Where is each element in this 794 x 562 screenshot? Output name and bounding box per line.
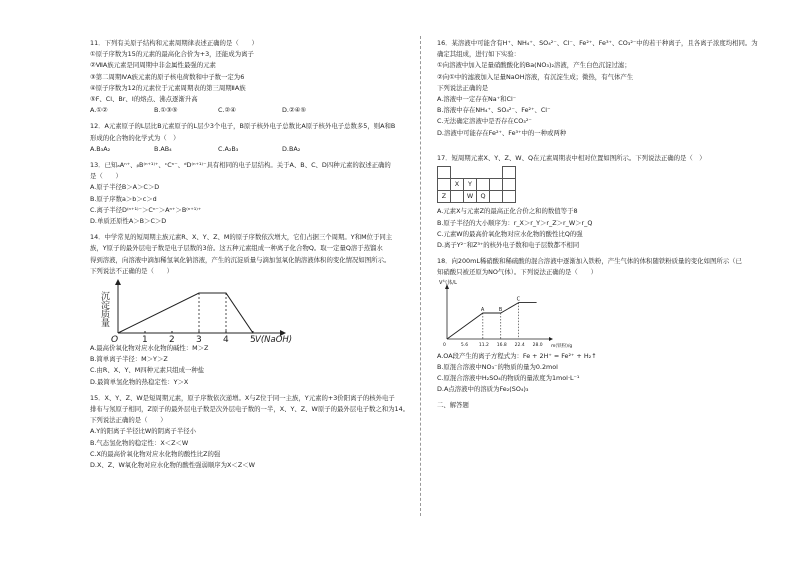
- question-18: [437, 256, 772, 395]
- q14-x-tick-label: 1: [142, 335, 148, 344]
- q16-option-d: D.溶液中可能存在Fe²⁺、Fe³⁺中的一种或两种: [437, 128, 567, 137]
- q11-line: ⑤F、Cl、Br、I的熔点、沸点逐渐升高: [90, 95, 198, 104]
- pt-cell: X: [451, 179, 464, 191]
- q14-option-b: B.简单离子半径：M＞Y＞Z: [90, 355, 168, 364]
- question-11: [90, 38, 420, 116]
- question-15: [90, 393, 420, 471]
- q18-x-tick-label: 0: [443, 342, 446, 348]
- q18-option-b: B.原混合溶液中NO₃⁻的物质的量为0.2mol: [437, 362, 558, 371]
- q18-point-label: B: [498, 306, 503, 313]
- q15-option-c: C.X的最高价氧化物对应水化物的酸性比Z的强: [90, 449, 221, 458]
- q15-option-d: D.X、Z、W氧化物对应水化物的酸性强弱顺序为X＜Z＜W: [90, 461, 255, 470]
- q18-line: 18．向200mL稀硝酸和稀硫酸的混合溶液中逐渐加入铁粉，产生气体的体积随铁粉质量的变化如图所示（已: [437, 257, 742, 266]
- q12-line: 形成的化合物的化学式为（ ）: [90, 133, 180, 142]
- q12-line: 12．A元素原子的L层比B元素原子的L层少3个电子，B原子核外电子总数比A原子核外电子总数多5，则A和B: [90, 122, 396, 131]
- pt-cell: [438, 167, 451, 179]
- pt-cell: Z: [438, 191, 451, 203]
- q14-series-line: [118, 293, 253, 333]
- q13-option-b: B.原子序数a＞b＞c＞d: [90, 194, 157, 203]
- question-16: [437, 38, 772, 139]
- q18-x-tick-label: 16.8: [496, 342, 507, 348]
- q18-x-arrow: [549, 337, 553, 341]
- q12-option-b: B.AB₄: [154, 144, 172, 153]
- pt-cell: [503, 167, 516, 179]
- q18-option-c: C.原混合溶液中H₂SO₄的物质的量浓度为1mol·L⁻¹: [437, 374, 580, 383]
- q11-option-a: A.①②: [90, 106, 108, 115]
- pt-cell: Q: [477, 191, 490, 203]
- q11-line: ①原子序数为15的元素的最高化合价为+3，还能成为离子: [90, 50, 254, 59]
- q14-line: 14．中学常见的短周期主族元素R、X、Y、Z、M的原子序数依次增大，它们占据三个周期。Y和M位于同主: [90, 233, 393, 242]
- question-12: [90, 121, 420, 155]
- q14-line: 下列说法不正确的是（ ）: [90, 266, 174, 275]
- q18-series-line: [447, 302, 537, 338]
- q18-x-tick-label: 28.0: [532, 342, 543, 348]
- q14-x-tick-label: 4: [223, 335, 229, 344]
- q15-line: 15．X、Y、Z、W是短周期元素，原子序数依次递增。X与Z位于同一主族，Y元素的+3价阳离子的核外电子: [90, 393, 395, 402]
- q17-line: 17．短周期元素X、Y、Z、W、Q在元素周期表中相对位置如图所示。下列说法正确的是（ ）: [437, 153, 706, 162]
- q11-options: [90, 105, 420, 116]
- q14-x-label: V(NaOH): [255, 335, 293, 344]
- q14-option-c: C.由R、X、Y、M四种元素只组成一种盐: [90, 366, 205, 375]
- left-column: [90, 38, 420, 471]
- q18-option-d: D.A点溶液中的溶质为Fe₂(SO₄)₃: [437, 385, 529, 394]
- q12-options: [90, 144, 420, 155]
- q15-line: 排布与氖原子相同，Z原子的最外层电子数是次外层电子数的一半，X、Y、Z、W原子的最外层电子数之和为14。: [90, 405, 410, 414]
- q11-line: ④原子序数为12的元素位于元素周期表的第三周期ⅡA族: [90, 83, 246, 92]
- q18-point-label: C: [516, 296, 521, 303]
- pt-cell: [477, 167, 490, 179]
- q13-option-c: C.离子半径D⁽ⁿ⁺¹⁾⁻＞Cⁿ⁻＞Aⁿ⁺＞B⁽ⁿ⁺¹⁾⁺: [90, 205, 202, 214]
- q14-precipitate-chart: [90, 277, 300, 343]
- q14-x-tick-label: 5: [250, 335, 256, 344]
- q13-option-a: A.原子半径B＞A＞C＞D: [90, 183, 160, 192]
- right-column: [437, 38, 772, 412]
- q18-line: 知硝酸只被还原为NO气体）。下列说法正确的是（ ）: [437, 268, 597, 277]
- pt-cell: [503, 179, 516, 191]
- q16-option-a: A.溶液中一定存在Na⁺和Cl⁻: [437, 95, 517, 104]
- q18-x-tick-label: 5.6: [460, 342, 469, 348]
- q16-line: ①向溶液中加入足量硝酸酸化的Ba(NO₃)₂溶液，产生白色沉淀过滤；: [437, 61, 631, 70]
- q16-line: ②向①中的滤液加入足量NaOH溶液，有沉淀生成；微热，有气体产生: [437, 72, 634, 81]
- question-13: [90, 160, 420, 227]
- question-17: [437, 153, 772, 251]
- page-divider: [420, 36, 421, 516]
- q11-line: ③第二周期ⅣA族元素的原子核电荷数和中子数一定为6: [90, 72, 245, 81]
- q14-y-arrow: [115, 279, 121, 285]
- pt-cell: [438, 179, 451, 191]
- q18-gas-volume-chart: [437, 279, 597, 351]
- pt-cell: [490, 179, 503, 191]
- q16-option-b: B.溶液中存在NH₄⁺、SO₄²⁻、Fe²⁺、Cl⁻: [437, 106, 551, 115]
- q17-option-d: D.离子Y²⁻和Z³⁺的核外电子数和电子层数都不相同: [437, 241, 580, 250]
- q13-line: 13．已知ₐAⁿ⁺、ᵦB⁽ⁿ⁺¹⁾⁺、ᶜCⁿ⁻、ᵈD⁽ⁿ⁺¹⁾⁻具有相同的电子层结构。关于A、B、C、D四种元素的叙述正确的: [90, 161, 391, 170]
- q12-option-c: C.A₂B₃: [218, 144, 239, 153]
- q16-option-c: C.无法确定溶液中是否存在CO₃²⁻: [437, 117, 532, 126]
- pt-cell: [477, 179, 490, 191]
- q11-line: ②ⅦA族元素是同周期中非金属性最强的元素: [90, 61, 216, 70]
- q11-option-c: C.②④: [218, 106, 236, 115]
- q15-option-b: B.气态氢化物的稳定性：X＜Z＜W: [90, 438, 189, 447]
- question-14: [90, 232, 420, 388]
- pt-cell: [490, 167, 503, 179]
- q14-x-tick-label: O: [111, 335, 119, 344]
- q11-option-b: B.①③⑤: [154, 106, 178, 115]
- q18-point-label: A: [480, 306, 485, 313]
- q14-option-a: A.最高价氧化物对应水化物的碱性：M＞Z: [90, 344, 209, 353]
- q17-option-c: C.元素W的最高价氧化物对应水化物的酸性比Q的强: [437, 229, 583, 238]
- pt-cell: [490, 191, 503, 203]
- q14-line: 族，Y原子的最外层电子数是电子层数的3倍。这五种元素组成一种离子化合物Q。取一定量Q溶于蒸馏水: [90, 244, 383, 253]
- q11-option-d: D.②④⑤: [282, 106, 307, 115]
- q17-periodic-table: [437, 166, 516, 203]
- q16-line: 确定其组成，进行如下实验：: [437, 50, 521, 59]
- q11-stem: 11．下列有关原子结构和元素周期律表述正确的是（ ）: [90, 39, 258, 47]
- q18-y-label: V气体/L: [439, 279, 457, 286]
- q15-option-a: A.Y的阳离子半径比W的阴离子半径小: [90, 427, 196, 436]
- q13-option-d: D.单质还原性A＞B＞C＞D: [90, 217, 167, 226]
- q14-y-label: 沉淀质量: [99, 291, 109, 328]
- q17-option-b: B.原子半径的大小顺序为：r_X＞r_Y＞r_Z＞r_W＞r_Q: [437, 218, 593, 227]
- q14-line: 得到溶液，向溶液中滴加稀氢氧化钠溶液，产生的沉淀质量与滴加氢氧化钠溶液体积的变化情况如图所示。: [90, 255, 391, 264]
- pt-cell: Y: [464, 179, 477, 191]
- q17-option-a: A.元素X与元素Z的最高正化合价之和的数值等于8: [437, 207, 578, 216]
- q16-line: 下列说法正确的是: [437, 83, 489, 92]
- pt-cell: [451, 191, 464, 203]
- q18-x-tick-label: 22.4: [514, 342, 525, 348]
- pt-cell: [464, 167, 477, 179]
- q12-option-a: A.B₃A₂: [90, 144, 111, 153]
- q12-option-d: D.BA₂: [282, 144, 301, 153]
- section-heading: 二、解答题: [437, 401, 469, 410]
- q16-line: 16．某溶液中可能含有H⁺、NH₄⁺、SO₄²⁻、Cl⁻、Fe²⁺、Fe³⁺、CO₃²⁻中的若干种离子，且各离子浓度均相同。为: [437, 39, 758, 47]
- pt-cell: W: [464, 191, 477, 203]
- q15-line: 下列说法正确的是（ ）: [90, 416, 167, 425]
- q14-option-d: D.最简单氢化物的热稳定性：Y＞X: [90, 377, 189, 386]
- q13-line: 是（ ）: [90, 172, 122, 181]
- q18-x-tick-label: 11.2: [478, 342, 489, 348]
- pt-cell: [451, 167, 464, 179]
- q18-option-a: A.OA段产生的离子方程式为：Fe + 2H⁺ = Fe²⁺ + H₂↑: [437, 351, 597, 360]
- q14-x-tick-label: 2: [169, 335, 175, 344]
- q18-x-label: m(铁粉)/g: [551, 343, 573, 349]
- pt-cell: [503, 191, 516, 203]
- q14-x-tick-label: 3: [196, 335, 202, 344]
